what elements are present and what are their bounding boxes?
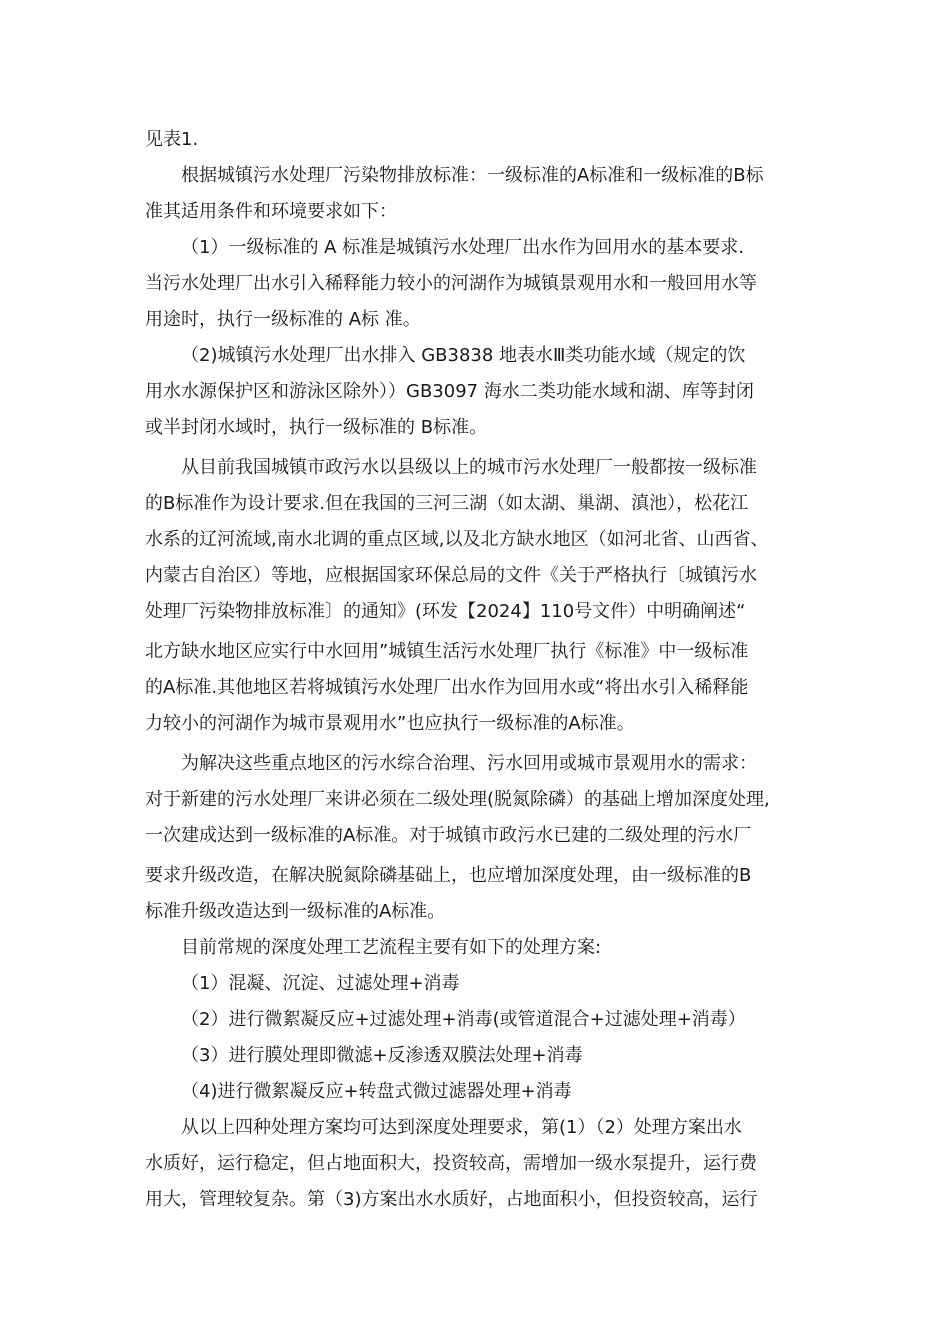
text-line: 见表1. xyxy=(145,129,199,150)
text-line: 的A标准.其他地区若将城镇污水处理厂出水作为回用水或“将出水引入稀释能 xyxy=(145,677,749,698)
text-line: 力较小的河湖作为城市景观用水”也应执行一级标准的A标准。 xyxy=(145,713,635,734)
text-line: （1）混凝、沉淀、过滤处理+消毒 xyxy=(181,973,460,994)
text-line: 为解决这些重点地区的污水综合治理、污水回用或城市景观用水的需求： xyxy=(181,753,757,774)
text-line: 水质好，运行稳定，但占地面积大，投资较高，需增加一级水泵提升，运行费 xyxy=(145,1153,757,1174)
text-line: 要求升级改造，在解决脱氮除磷基础上，也应增加深度处理，由一级标准的B xyxy=(145,865,752,886)
text-line: 标准升级改造达到一级标准的A标准。 xyxy=(145,901,446,922)
text-line: 水系的辽河流域,南水北调的重点区域,以及北方缺水地区（如河北省、山西省、 xyxy=(145,529,769,550)
text-line: 内蒙古自治区）等地，应根据国家环保总局的文件《关于严格执行〔城镇污水 xyxy=(145,565,757,586)
text-line: （3）进行膜处理即微滤+反渗透双膜法处理+消毒 xyxy=(181,1045,583,1066)
text-line: 或半封闭水域时，执行一级标准的 B标准。 xyxy=(145,417,488,438)
text-line: 根据城镇污水处理厂污染物排放标准：一级标准的A标准和一级标准的B标 xyxy=(181,165,764,186)
text-line: 的B标准作为设计要求.但在我国的三河三湖（如太湖、巢湖、滇池），松花江 xyxy=(145,493,749,514)
text-line: 一次建成达到一级标准的A标准。对于城镇市政污水已建的二级处理的污水厂 xyxy=(145,825,752,846)
text-line: 从以上四种处理方案均可达到深度处理要求，第(1）（2）处理方案出水 xyxy=(181,1117,742,1138)
text-line: 从目前我国城镇市政污水以县级以上的城市污水处理厂一般都按一级标准 xyxy=(181,457,757,478)
text-line: 用水水源保护区和游泳区除外））GB3097 海水二类功能水域和湖、库等封闭 xyxy=(145,381,754,402)
text-line: 准其适用条件和环境要求如下： xyxy=(145,201,397,222)
text-line: 当污水处理厂出水引入稀释能力较小的河湖作为城镇景观用水和一般回用水等 xyxy=(145,273,757,294)
text-line: 对于新建的污水处理厂来讲必须在二级处理(脱氮除磷）的基础上增加深度处理, xyxy=(145,789,770,810)
text-line: （4)进行微絮凝反应+转盘式微过滤器处理+消毒 xyxy=(181,1081,572,1102)
text-line: 处理厂污染物排放标准〕的通知》(环发【2024】110号文件）中明确阐述“ xyxy=(145,601,746,622)
text-line: 用大，管理较复杂。第（3)方案出水水质好，占地面积小，但投资较高，运行 xyxy=(145,1189,758,1210)
text-line: （2)城镇污水处理厂出水排入 GB3838 地表水Ⅲ类功能水域（规定的饮 xyxy=(181,345,746,366)
text-line: （1）一级标准的 A 标准是城镇污水处理厂出水作为回用水的基本要求. xyxy=(181,237,744,258)
text-line: 目前常规的深度处理工艺流程主要有如下的处理方案: xyxy=(181,937,602,958)
text-line: 北方缺水地区应实行中水回用”城镇生活污水处理厂执行《标准》中一级标准 xyxy=(145,641,749,662)
text-line: （2）进行微絮凝反应+过滤处理+消毒(或管道混合+过滤处理+消毒） xyxy=(181,1009,746,1030)
text-line: 用途时，执行一级标准的 A标 准。 xyxy=(145,309,421,330)
